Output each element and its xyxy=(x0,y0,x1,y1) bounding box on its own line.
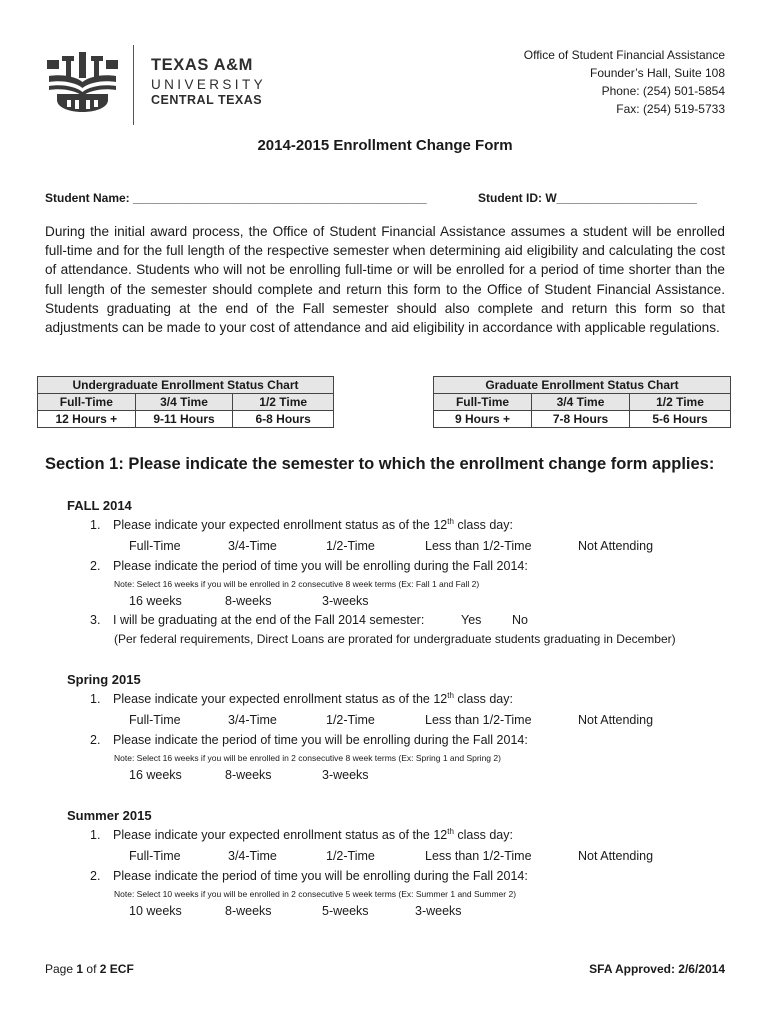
fall-q3 xyxy=(90,613,424,627)
q-text-end: class day: xyxy=(453,518,513,532)
gr-value-half: 5-6 Hours xyxy=(630,411,731,428)
spring-q2 xyxy=(90,733,528,747)
undergraduate-chart-title: Undergraduate Enrollment Status Chart xyxy=(38,377,334,394)
q-text: Please indicate your expected enrollment status as of the 12 xyxy=(113,828,448,842)
summer-q1 xyxy=(90,828,513,842)
gr-header-half: 1/2 Time xyxy=(630,394,731,411)
q-text-end: class day: xyxy=(453,828,513,842)
section-1-title: Section 1: Please indicate the semester to which the enrollment change form applies: xyxy=(45,455,715,473)
spring-q1 xyxy=(90,692,513,706)
ug-value-half: 6-8 Hours xyxy=(233,411,334,428)
fall-option-less-than-half[interactable]: Less than 1/2-Time xyxy=(425,539,532,553)
q-number: 2. xyxy=(90,733,101,747)
q-sup: th xyxy=(447,827,454,836)
summer-weeks-8[interactable]: 8-weeks xyxy=(225,904,272,918)
spring-weeks-16[interactable]: 16 weeks xyxy=(129,768,182,782)
fall-option-not-attending[interactable]: Not Attending xyxy=(578,539,654,553)
undergraduate-chart xyxy=(37,376,334,428)
fall-note: Note: Select 16 weeks if you will be enrolled in 2 consecutive 8 week terms (Ex: Fall 1 and Fall 2) xyxy=(114,579,480,589)
fall-graduating-yes[interactable]: Yes xyxy=(461,613,482,627)
federal-note: (Per federal requirements, Direct Loans are prorated for undergraduate students graduating in December) xyxy=(114,632,676,646)
ug-value-three-quarter: 9-11 Hours xyxy=(135,411,233,428)
fall-q1 xyxy=(90,518,513,532)
q-text: Please indicate the period of time you will be enrolling during the Fall 2014: xyxy=(113,733,528,747)
spring-option-less-than-half[interactable]: Less than 1/2-Time xyxy=(425,713,532,727)
spring-note: Note: Select 16 weeks if you will be enrolled in 2 consecutive 8 week terms (Ex: Spring 1 and Spring 2) xyxy=(114,753,501,763)
ug-value-full: 12 Hours + xyxy=(38,411,136,428)
summer-q2 xyxy=(90,869,528,883)
q-text: Please indicate your expected enrollment status as of the 12 xyxy=(113,692,448,706)
graduate-chart-title: Graduate Enrollment Status Chart xyxy=(434,377,731,394)
student-id-field[interactable]: Student ID: W_____________________ xyxy=(478,191,697,205)
q-number: 2. xyxy=(90,559,101,573)
graduate-chart xyxy=(433,376,731,428)
q-number: 3. xyxy=(90,613,101,627)
university-line-1: TEXAS A&M xyxy=(151,56,253,74)
gr-header-three-quarter: 3/4 Time xyxy=(532,394,630,411)
fall-weeks-8[interactable]: 8-weeks xyxy=(225,594,272,608)
summer-weeks-3[interactable]: 3-weeks xyxy=(415,904,462,918)
office-fax: Fax: (254) 519-5733 xyxy=(616,102,725,116)
summer-weeks-10[interactable]: 10 weeks xyxy=(129,904,182,918)
summer-note: Note: Select 10 weeks if you will be enrolled in 2 consecutive 5 week terms (Ex: Summer 1 and Summer 2) xyxy=(114,889,517,899)
university-name xyxy=(151,57,266,107)
spring-option-full-time[interactable]: Full-Time xyxy=(129,713,181,727)
university-line-2: UNIVERSITY xyxy=(151,76,267,92)
page-number xyxy=(45,962,134,976)
student-name-field[interactable]: Student Name: ____________________________________________ xyxy=(45,191,427,205)
spring-option-not-attending[interactable]: Not Attending xyxy=(578,713,654,727)
fall-q2 xyxy=(90,559,528,573)
form-title: 2014-2015 Enrollment Change Form xyxy=(257,137,513,154)
spring-option-half[interactable]: 1/2-Time xyxy=(326,713,375,727)
summer-option-less-than-half[interactable]: Less than 1/2-Time xyxy=(425,849,532,863)
q-text-end: class day: xyxy=(453,692,513,706)
fall-option-half[interactable]: 1/2-Time xyxy=(326,539,375,553)
q-number: 1. xyxy=(90,828,101,842)
gr-header-full: Full-Time xyxy=(434,394,532,411)
ug-header-three-quarter: 3/4 Time xyxy=(135,394,233,411)
fall-weeks-16[interactable]: 16 weeks xyxy=(129,594,182,608)
page-of: of xyxy=(86,962,97,976)
q-sup: th xyxy=(447,517,454,526)
q-text: I will be graduating at the end of the Fall 2014 semester: xyxy=(113,613,425,627)
gr-value-three-quarter: 7-8 Hours xyxy=(532,411,630,428)
q-text: Please indicate your expected enrollment status as of the 12 xyxy=(113,518,448,532)
ug-header-full: Full-Time xyxy=(38,394,136,411)
summer-weeks-5[interactable]: 5-weeks xyxy=(322,904,369,918)
page-current: 1 xyxy=(76,962,84,976)
fall-graduating-no[interactable]: No xyxy=(512,613,528,627)
gr-value-full: 9 Hours + xyxy=(434,411,532,428)
fall-label: FALL 2014 xyxy=(67,498,132,513)
office-name: Office of Student Financial Assistance xyxy=(523,48,725,62)
ug-header-half: 1/2 Time xyxy=(233,394,334,411)
summer-option-not-attending[interactable]: Not Attending xyxy=(578,849,654,863)
summer-option-half[interactable]: 1/2-Time xyxy=(326,849,375,863)
fall-weeks-3[interactable]: 3-weeks xyxy=(322,594,369,608)
q-number: 2. xyxy=(90,869,101,883)
spring-weeks-8[interactable]: 8-weeks xyxy=(225,768,272,782)
office-phone: Phone: (254) 501-5854 xyxy=(601,84,725,98)
summer-label: Summer 2015 xyxy=(67,808,152,823)
form-code: ECF xyxy=(109,962,134,976)
spring-weeks-3[interactable]: 3-weeks xyxy=(322,768,369,782)
page-total: 2 xyxy=(99,962,107,976)
q-sup: th xyxy=(447,691,454,700)
office-address xyxy=(524,46,725,118)
office-location: Founder’s Hall, Suite 108 xyxy=(590,66,725,80)
q-number: 1. xyxy=(90,518,101,532)
q-number: 1. xyxy=(90,692,101,706)
tamuct-logo-icon xyxy=(45,52,120,112)
q-text: Please indicate the period of time you will be enrolling during the Fall 2014: xyxy=(113,869,528,883)
header-divider xyxy=(133,45,134,125)
q-text: Please indicate the period of time you will be enrolling during the Fall 2014: xyxy=(113,559,528,573)
intro-paragraph: During the initial award process, the Office of Student Financial Assistance assumes a student will be enrolled full-time and for the full length of the respective semester when determining aid eligibility and calculating the cost of attendance. Students who will not be enrolling full-time or will be enrolled for a period of time shorter than the full length of the semester should complete and return this form to the Office of Student Financial Assistance. Students graduating at the end of the Fall semester should also complete and return this form so that adjustments can be made to your cost of attendance and aid eligibility in accordance with applicable regulations. xyxy=(45,224,725,336)
fall-option-full-time[interactable]: Full-Time xyxy=(129,539,181,553)
university-line-3: CENTRAL TEXAS xyxy=(151,93,263,107)
spring-label: Spring 2015 xyxy=(67,672,141,687)
fall-option-three-quarter[interactable]: 3/4-Time xyxy=(228,539,277,553)
spring-option-three-quarter[interactable]: 3/4-Time xyxy=(228,713,277,727)
page-label: Page xyxy=(45,962,74,976)
summer-option-full-time[interactable]: Full-Time xyxy=(129,849,181,863)
summer-option-three-quarter[interactable]: 3/4-Time xyxy=(228,849,277,863)
approval-stamp: SFA Approved: 2/6/2014 xyxy=(589,962,725,976)
